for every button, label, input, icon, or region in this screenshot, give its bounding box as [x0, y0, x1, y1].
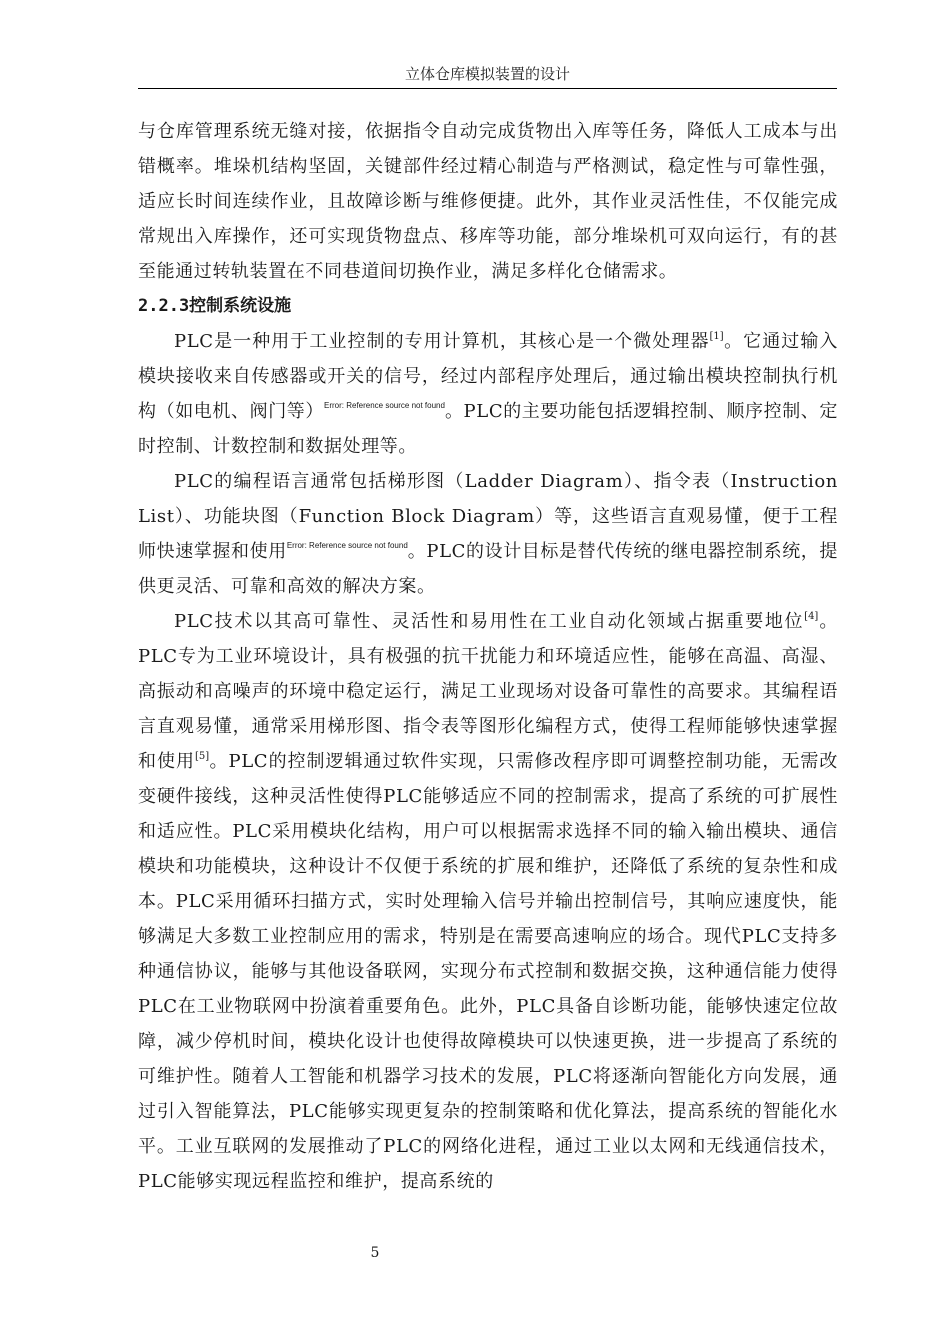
paragraph-text: 。PLC的设计目标是替代传统的继电器控制系统，提供更灵活、可靠和高效的解决方案。: [138, 541, 839, 597]
paragraph-text: 。PLC专为工业环境设计，具有极强的抗干扰能力和环境适应性，能够在高温、高湿、高振动和高噪声的环境中稳定运行，满足工业现场对设备可靠性的高要求。其编程语言直观易懂，通常采用梯形图、指令表等图形化编程方式，使得工程师能够快速掌握和使用: [138, 611, 838, 772]
paragraph-text: 。它通过输入模块接收来自传感器或开关的信号，经过内部程序处理后，通过输出模块控制执行机构（如电机、阀门等）: [138, 331, 838, 422]
running-header: 立体仓库模拟装置的设计: [404, 65, 570, 83]
paragraph-text: PLC技术以其高可靠性、灵活性和易用性在工业自动化领域占据重要地位: [174, 611, 805, 632]
paragraph-plc-advantages: [138, 604, 838, 1199]
reference-error: Error: Reference source not found: [286, 541, 408, 550]
paragraph-text: 。PLC的控制逻辑通过软件实现，只需修改程序即可调整控制功能，无需改变硬件接线，这种灵活性使得PLC能够适应不同的控制需求，提高了系统的可扩展性和适应性。PLC采用模块化结构，用户可以根据需求选择不同的输入输出模块、通信模块和功能模块，这种设计不仅便于系统的扩展和维护，还降低了系统的复杂性和成本。PLC采用循环扫描方式，实时处理输入信号并输出控制信号，其响应速度快，能够满足大多数工业控制应用的需求，特别是在需要高速响应的场合。现代PLC支持多种通信协议，能够与其他设备联网，实现分布式控制和数据交换，这种通信能力使得PLC在工业物联网中扮演着重要角色。此外，PLC具备自诊断功能，能够快速定位故障，减少停机时间，模块化设计也使得故障模块可以快速更换，进一步提高了系统的可维护性。随着人工智能和机器学习技术的发展，PLC将逐渐向智能化方向发展，通过引入智能算法，PLC能够实现更复杂的控制策略和优化算法，提高系统的智能化水平。工业互联网的发展推动了PLC的网络化进程，通过工业以太网和无线通信技术，PLC能够实现远程监控和维护，提高系统的: [138, 751, 838, 1192]
paragraph-plc-intro: [138, 324, 838, 464]
paragraph-text: PLC是一种用于工业控制的专用计算机，其核心是一个微处理器: [174, 331, 710, 352]
body-text: [138, 114, 838, 1199]
page-number: 5: [370, 1245, 380, 1261]
citation: [5]: [194, 751, 210, 762]
section-heading: 2.2.3控制系统设施: [138, 296, 292, 316]
paragraph-plc-languages: [138, 464, 838, 604]
citation: [4]: [804, 611, 819, 622]
paragraph-text: PLC的编程语言通常包括梯形图（Ladder Diagram）、指令表（Instruction List）、功能块图（Function Block Diagram）等，这些语言直观易懂，便于工程师快速掌握和使用: [138, 471, 838, 562]
paragraph-continued: 与仓库管理系统无缝对接，依据指令自动完成货物出入库等任务，降低人工成本与出错概率。堆垛机结构坚固，关键部件经过精心制造与严格测试，稳定性与可靠性强，适应长时间连续作业，且故障诊断与维修便捷。此外，其作业灵活性佳，不仅能完成常规出入库操作，还可实现货物盘点、移库等功能，部分堆垛机可双向运行，有的甚至能通过转轨装置在不同巷道间切换作业，满足多样化仓储需求。: [138, 121, 838, 282]
citation: [1]: [709, 331, 724, 342]
reference-error: Error: Reference source not found: [324, 401, 445, 410]
header-divider: [138, 88, 837, 89]
paragraph-text: 。PLC的主要功能包括逻辑控制、顺序控制、定时控制、计数控制和数据处理等。: [138, 401, 838, 457]
